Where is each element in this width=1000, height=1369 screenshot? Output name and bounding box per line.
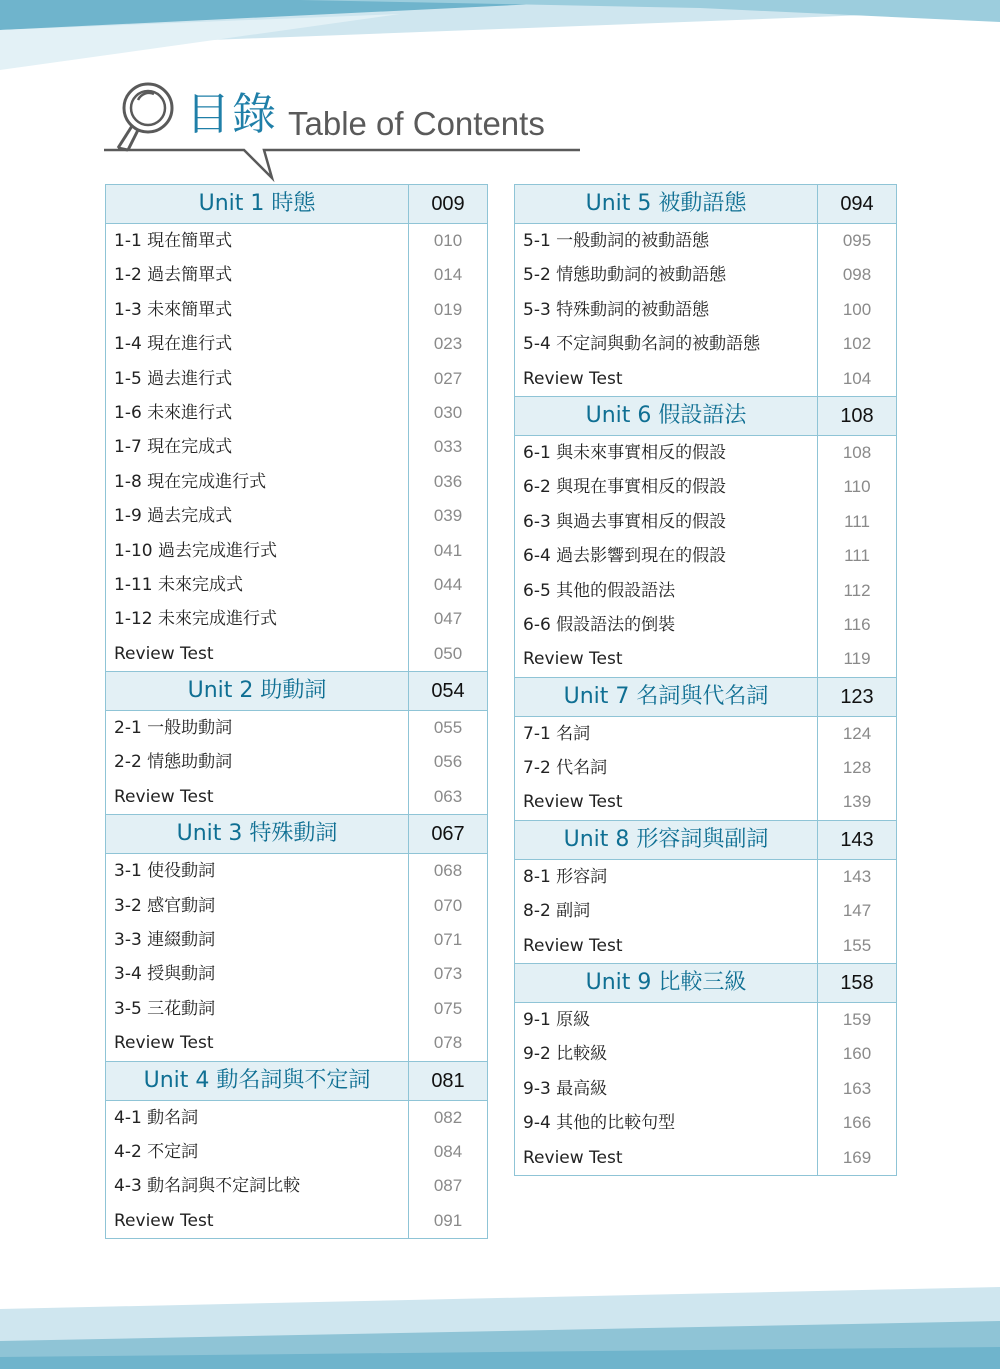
toc-entry [106, 889, 487, 923]
toc-entry [515, 293, 896, 327]
entry-title: 6-2 與現在事實相反的假設 [523, 477, 727, 498]
entry-title: 7-1 名詞 [523, 723, 591, 744]
toc-entry [106, 637, 487, 671]
entry-page-number: 068 [408, 854, 487, 888]
entry-title: 5-4 不定詞與動名詞的被動語態 [523, 334, 761, 355]
entry-title: 4-2 不定詞 [114, 1141, 199, 1162]
entry-page-number: 073 [408, 957, 487, 991]
entry-title: Review Test [114, 786, 214, 807]
entry-page-number: 166 [817, 1106, 896, 1140]
entry-title: 4-1 動名詞 [114, 1107, 199, 1128]
entry-title: 1-7 現在完成式 [114, 437, 233, 458]
unit-page-number: 094 [817, 185, 896, 223]
toc-entry [515, 860, 896, 894]
unit-section [515, 185, 896, 396]
toc-entry [515, 505, 896, 539]
toc-entry [515, 1141, 896, 1175]
entry-title: 9-3 最高級 [523, 1078, 608, 1099]
toc-entry [515, 574, 896, 608]
unit-title: Unit 1 時態 [198, 191, 316, 216]
unit-section [106, 814, 487, 1060]
entry-title: 1-9 過去完成式 [114, 506, 233, 527]
entry-title: Review Test [114, 1210, 214, 1231]
unit-section [515, 396, 896, 677]
entry-page-number: 027 [408, 362, 487, 396]
unit-header [515, 396, 896, 436]
toc-entry [106, 1204, 487, 1238]
left-units [106, 185, 487, 1238]
entry-page-number: 014 [408, 258, 487, 292]
entry-title: Review Test [523, 368, 623, 389]
entry-title: 1-6 未來進行式 [114, 402, 233, 423]
right-units [515, 185, 896, 1175]
entry-page-number: 070 [408, 889, 487, 923]
toc-entry [106, 362, 487, 396]
entry-title: 5-1 一般動詞的被動語態 [523, 231, 710, 251]
page-title-chinese: 目錄 [186, 89, 278, 140]
toc-entry [515, 894, 896, 928]
toc-entry [515, 1106, 896, 1140]
toc-entry [515, 258, 896, 292]
entry-title: 6-6 假設語法的倒裝 [523, 614, 676, 635]
entry-title: 9-1 原級 [523, 1010, 591, 1031]
entry-title: 1-4 現在進行式 [114, 334, 233, 355]
bottom-banner-decoration [0, 1279, 1000, 1369]
toc-entry [515, 751, 896, 785]
entry-title: 3-1 使役動詞 [114, 861, 216, 882]
entry-title: 1-1 現在簡單式 [114, 231, 233, 251]
entry-page-number: 139 [817, 785, 896, 819]
toc-entry [515, 436, 896, 470]
entry-page-number: 102 [817, 327, 896, 361]
entry-page-number: 047 [408, 602, 487, 636]
page-title-english: Table of Contents [288, 105, 545, 142]
unit-section [515, 963, 896, 1175]
entry-title: Review Test [114, 1033, 214, 1054]
entry-page-number: 098 [817, 258, 896, 292]
toc-entry [106, 711, 487, 745]
entry-page-number: 116 [817, 608, 896, 642]
unit-header [106, 671, 487, 711]
toc-entry [515, 785, 896, 819]
unit-page-number: 123 [817, 678, 896, 716]
entry-title: 1-8 現在完成進行式 [114, 471, 267, 492]
entry-page-number: 159 [817, 1003, 896, 1037]
entry-title: 9-2 比較級 [523, 1044, 608, 1065]
entry-title: 5-2 情態助動詞的被動語態 [523, 265, 727, 286]
toc-entry [106, 1026, 487, 1060]
toc-entry [106, 430, 487, 464]
entry-title: 1-11 未來完成式 [114, 574, 243, 595]
entry-page-number: 084 [408, 1135, 487, 1169]
entry-page-number: 078 [408, 1026, 487, 1060]
toc-entry [515, 1037, 896, 1071]
entry-page-number: 110 [817, 470, 896, 504]
top-banner-decoration [0, 0, 1000, 80]
entry-page-number: 108 [817, 436, 896, 470]
entry-page-number: 044 [408, 568, 487, 602]
entry-page-number: 147 [817, 894, 896, 928]
entry-page-number: 023 [408, 327, 487, 361]
entry-title: 2-1 一般助動詞 [114, 718, 233, 739]
toc-entry [106, 780, 487, 814]
toc-entry [515, 362, 896, 396]
entry-page-number: 071 [408, 923, 487, 957]
unit-section [515, 677, 896, 820]
entry-title: Review Test [523, 649, 623, 670]
unit-header [515, 963, 896, 1003]
entry-title: 3-2 感官動詞 [114, 895, 216, 916]
entry-page-number: 112 [817, 574, 896, 608]
toc-entry [106, 293, 487, 327]
entry-title: 1-5 過去進行式 [114, 368, 233, 389]
unit-title: Unit 7 名詞與代名詞 [563, 683, 769, 709]
unit-header [515, 185, 896, 224]
entry-page-number: 111 [817, 539, 896, 573]
entry-page-number: 039 [408, 499, 487, 533]
toc-entry [515, 717, 896, 751]
entry-title: 6-4 過去影響到現在的假設 [523, 546, 727, 567]
entry-page-number: 124 [817, 717, 896, 751]
entry-title: 1-12 未來完成進行式 [114, 609, 277, 630]
entry-title: 5-3 特殊動詞的被動語態 [523, 299, 710, 320]
speech-bubble-underline [104, 138, 584, 183]
toc-entry [106, 923, 487, 957]
unit-header [515, 820, 896, 860]
unit-header [106, 1061, 487, 1101]
entry-page-number: 056 [408, 745, 487, 779]
entry-title: 7-2 代名詞 [523, 758, 608, 779]
unit-header [106, 185, 487, 224]
unit-section [106, 671, 487, 814]
entry-page-number: 055 [408, 711, 487, 745]
entry-title: 3-4 授與動詞 [114, 964, 216, 985]
toc-entry [515, 608, 896, 642]
entry-title: 6-3 與過去事實相反的假設 [523, 511, 727, 532]
entry-page-number: 128 [817, 751, 896, 785]
toc-entry [106, 957, 487, 991]
entry-title: 8-1 形容詞 [523, 866, 608, 887]
toc-entry [106, 396, 487, 430]
entry-title: Review Test [523, 792, 623, 813]
unit-page-number: 081 [408, 1062, 487, 1100]
entry-title: 3-3 連綴動詞 [114, 930, 216, 951]
unit-section [106, 1061, 487, 1239]
unit-page-number: 143 [817, 821, 896, 859]
toc-entry [515, 224, 896, 258]
toc-entry [106, 499, 487, 533]
toc-entry [106, 602, 487, 636]
toc-entry [515, 539, 896, 573]
unit-title: Unit 2 助動詞 [187, 678, 327, 704]
unit-title: Unit 6 假設語法 [585, 402, 747, 428]
toc-entry [106, 1135, 487, 1169]
toc-right-column [514, 184, 897, 1176]
unit-header [106, 814, 487, 854]
entry-page-number: 050 [408, 637, 487, 671]
entry-title: 2-2 情態助動詞 [114, 752, 233, 773]
unit-page-number: 009 [408, 185, 487, 223]
toc-entry [106, 568, 487, 602]
entry-title: 6-5 其他的假設語法 [523, 580, 676, 601]
entry-title: 6-1 與未來事實相反的假設 [523, 442, 727, 463]
entry-page-number: 019 [408, 293, 487, 327]
toc-entry [106, 745, 487, 779]
entry-page-number: 143 [817, 860, 896, 894]
toc-entry [106, 465, 487, 499]
entry-page-number: 030 [408, 396, 487, 430]
toc-header [104, 78, 584, 183]
toc-entry [515, 1003, 896, 1037]
toc-left-column [105, 184, 488, 1239]
entry-page-number: 160 [817, 1037, 896, 1071]
unit-title: Unit 4 動名詞與不定詞 [143, 1067, 371, 1093]
toc-entry [106, 258, 487, 292]
toc-entry [106, 1101, 487, 1135]
toc-entry [106, 992, 487, 1026]
entry-page-number: 104 [817, 362, 896, 396]
toc-entry [106, 327, 487, 361]
entry-page-number: 095 [817, 224, 896, 258]
entry-page-number: 033 [408, 430, 487, 464]
entry-page-number: 082 [408, 1101, 487, 1135]
entry-title: Review Test [114, 643, 214, 664]
entry-title: Review Test [523, 935, 623, 956]
entry-title: 3-5 三花動詞 [114, 998, 216, 1019]
unit-title: Unit 8 形容詞與副詞 [563, 826, 769, 852]
toc-entry [106, 854, 487, 888]
entry-page-number: 163 [817, 1072, 896, 1106]
toc-entry [515, 642, 896, 676]
unit-header [515, 677, 896, 717]
toc-entry [515, 1072, 896, 1106]
entry-page-number: 091 [408, 1204, 487, 1238]
entry-title: 4-3 動名詞與不定詞比較 [114, 1176, 301, 1197]
entry-page-number: 087 [408, 1169, 487, 1203]
toc-entry [106, 224, 487, 258]
entry-title: Review Test [523, 1147, 623, 1168]
entry-page-number: 169 [817, 1141, 896, 1175]
unit-page-number: 054 [408, 672, 487, 710]
toc-entry [515, 327, 896, 361]
entry-page-number: 111 [817, 505, 896, 539]
entry-page-number: 075 [408, 992, 487, 1026]
entry-page-number: 036 [408, 465, 487, 499]
entry-page-number: 155 [817, 929, 896, 963]
unit-page-number: 158 [817, 964, 896, 1002]
entry-title: 1-3 未來簡單式 [114, 299, 233, 320]
toc-entry [106, 1169, 487, 1203]
entry-page-number: 119 [817, 642, 896, 676]
entry-title: 1-10 過去完成進行式 [114, 540, 277, 561]
unit-section [106, 185, 487, 671]
entry-title: 1-2 過去簡單式 [114, 265, 233, 286]
unit-section [515, 820, 896, 963]
toc-entry [515, 470, 896, 504]
entry-page-number: 010 [408, 224, 487, 258]
unit-page-number: 067 [408, 815, 487, 853]
entry-title: 9-4 其他的比較句型 [523, 1113, 676, 1134]
entry-title: 8-2 副詞 [523, 901, 591, 922]
unit-title: Unit 5 被動語態 [585, 191, 747, 216]
unit-page-number: 108 [817, 397, 896, 435]
entry-page-number: 063 [408, 780, 487, 814]
unit-title: Unit 9 比較三級 [585, 970, 747, 996]
unit-title: Unit 3 特殊動詞 [176, 821, 338, 847]
entry-page-number: 100 [817, 293, 896, 327]
toc-entry [106, 534, 487, 568]
entry-page-number: 041 [408, 534, 487, 568]
toc-entry [515, 929, 896, 963]
